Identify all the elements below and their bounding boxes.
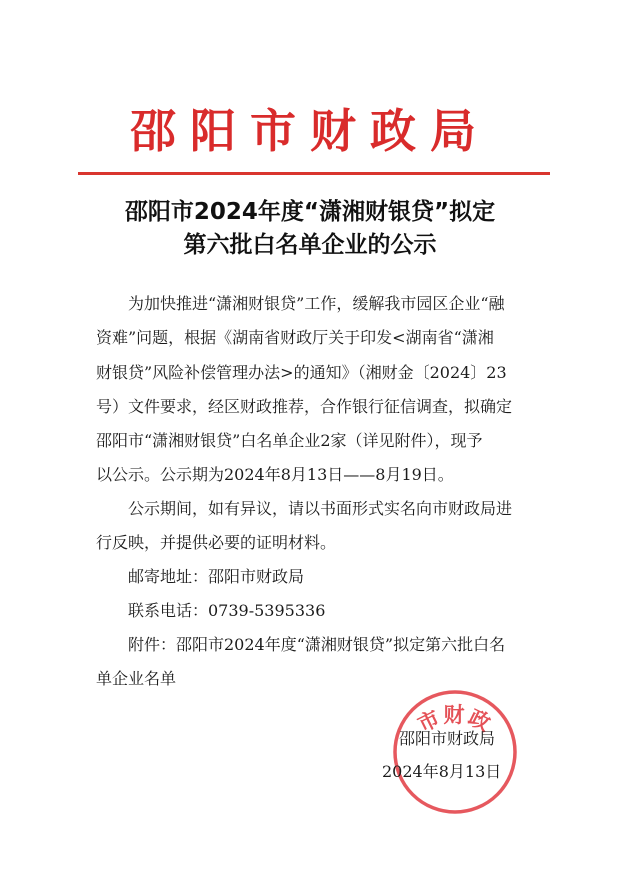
- notice-title-line-2: 第六批白名单企业的公示: [183, 232, 437, 258]
- contact-phone: 联系电话：0739-5395336: [128, 601, 326, 620]
- attachment-line-1: 附件：邵阳市2024年度“潇湘财银贷”拟定第六批白名: [128, 635, 506, 654]
- header-rule-divider: [78, 172, 550, 175]
- seal-text: 市财政: [413, 702, 497, 737]
- paragraph-1-line-5: 邵阳市“潇湘财银贷”白名单企业2家（详见附件），现予: [96, 431, 483, 450]
- signature-date: 2024年8月13日: [382, 762, 502, 781]
- paragraph-1-line-3: 财银贷”风险补偿管理办法>的通知》（湘财金〔2024〕23: [96, 363, 507, 382]
- mailing-address: 邮寄地址：邵阳市财政局: [128, 567, 305, 586]
- attachment-line-2: 单企业名单: [96, 669, 177, 688]
- official-seal-stamp: [385, 680, 525, 820]
- notice-title-line-1: 邵阳市2024年度“潇湘财银贷”拟定: [124, 199, 496, 225]
- agency-header: 邵阳市财政局: [130, 104, 490, 158]
- paragraph-1-line-1: 为加快推进“潇湘财银贷”工作，缓解我市园区企业“融: [128, 294, 505, 313]
- paragraph-2-line-2: 行反映，并提供必要的证明材料。: [96, 533, 337, 552]
- signature-organization: 邵阳市财政局: [399, 729, 496, 748]
- paragraph-1-line-4: 号）文件要求，经区财政推荐，合作银行征信调查，拟确定: [96, 397, 513, 416]
- paragraph-2-line-1: 公示期间，如有异议，请以书面形式实名向市财政局进: [128, 499, 513, 518]
- paragraph-1-line-2: 资难”问题，根据《湖南省财政厅关于印发<湖南省“潇湘: [96, 328, 494, 347]
- paragraph-1-line-6: 以公示。公示期为2024年8月13日——8月19日。: [96, 465, 454, 484]
